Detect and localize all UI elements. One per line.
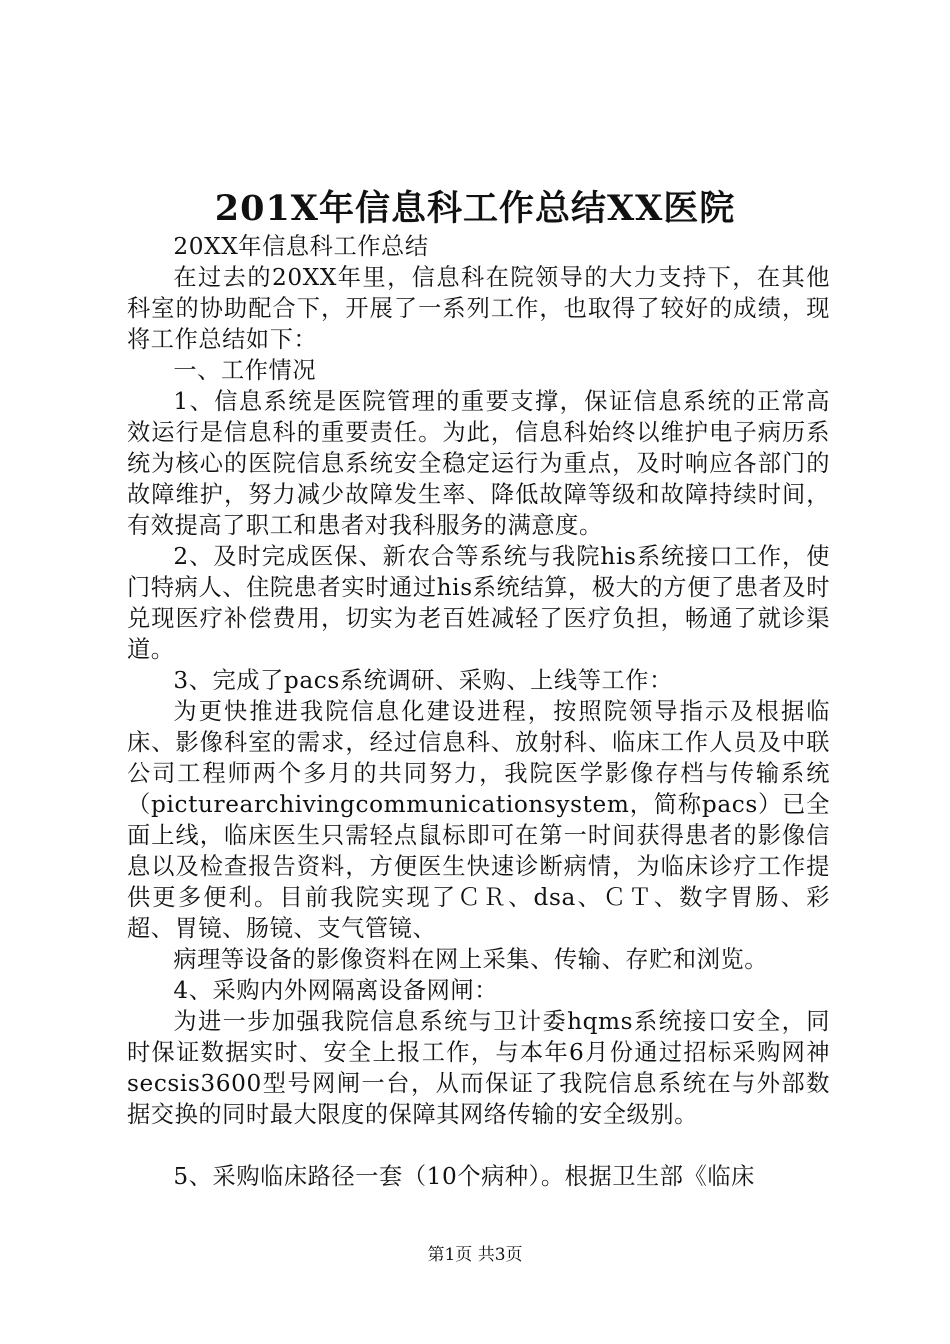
paragraph-item-4-body: 为进一步加强我院信息系统与卫计委hqms系统接口安全，同时保证数据实时、安全上报工作，与本年6月份通过招标采购网神secsis3600型号网闸一台，从而保证了我院信息系统在与外部数据交换的同时最大限度的保障其网络传输的安全级别。 [127, 1008, 830, 1128]
document-body [127, 231, 830, 1192]
document-title: 201X年信息科工作总结XX医院 [214, 188, 736, 229]
paragraph-intro: 在过去的20XX年里，信息科在院领导的大力支持下，在其他科室的协助配合下，开展了一系列工作，也取得了较好的成绩，现将工作总结如下： [127, 264, 830, 353]
paragraph-item-2: 2、及时完成医保、新农合等系统与我院his系统接口工作，使门特病人、住院患者实时通过his系统结算，极大的方便了患者及时兑现医疗补偿费用，切实为老百姓减轻了医疗负担，畅通了就诊渠道。 [127, 543, 830, 663]
paragraph-item-5: 5、采购临床路径一套（10个病种）。根据卫生部《临床 [173, 1163, 755, 1190]
page-number-footer: 第1页 共3页 [427, 1245, 523, 1265]
paragraph-item-3-heading: 3、完成了pacs系统调研、采购、上线等工作： [173, 667, 673, 694]
paragraph-item-1: 1、信息系统是医院管理的重要支撑，保证信息系统的正常高效运行是信息科的重要责任。为此，信息科始终以维护电子病历系统为核心的医院信息系统安全稳定运行为重点，及时响应各部门的故障维护，努力减少故障发生率、降低故障等级和故障持续时间，有效提高了职工和患者对我科服务的满意度。 [127, 388, 830, 539]
paragraph-subtitle: 20XX年信息科工作总结 [173, 233, 429, 260]
section-heading: 一、工作情况 [173, 357, 317, 384]
paragraph-item-3-body: 为更快推进我院信息化建设进程，按照院领导指示及根据临床、影像科室的需求，经过信息科、放射科、临床工作人员及中联公司工程师两个多月的共同努力，我院医学影像存档与传输系统（picturearchivingcommunicationsystem，简称pacs）已全面上线，临床医生只需轻点鼠标即可在第一时间获得患者的影像信息以及检查报告资料，方便医生快速诊断病情，为临床诊疗工作提供更多便利。目前我院实现了ＣＲ、dsa、ＣＴ、数字胃肠、彩超、胃镜、肠镜、支气管镜、 [127, 698, 830, 942]
paragraph-item-3-continued: 病理等设备的影像资料在网上采集、传输、存贮和浏览。 [173, 946, 769, 973]
paragraph-item-4-heading: 4、采购内外网隔离设备网闸： [173, 977, 498, 1004]
